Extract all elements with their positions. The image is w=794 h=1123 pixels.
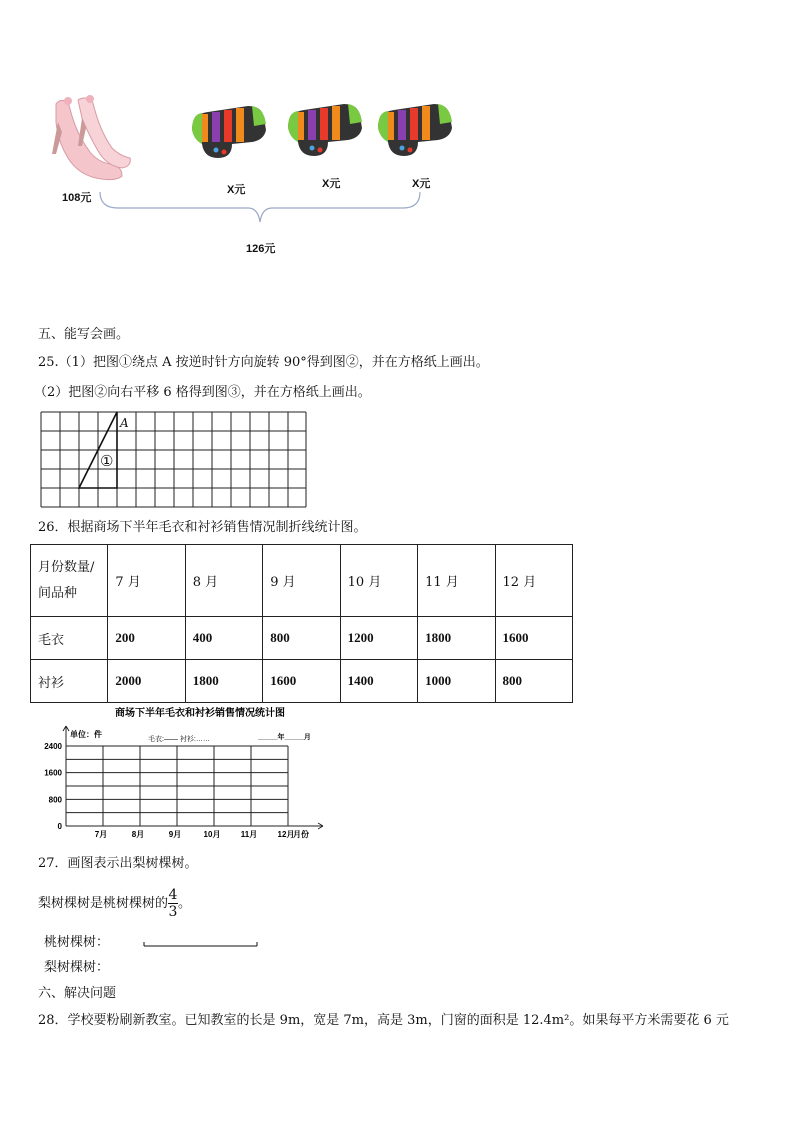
- question-27-text: 27．画图表示出梨树棵树。: [38, 856, 198, 871]
- chart-unit-label: 单位：件: [70, 730, 102, 739]
- month-header: 7 月: [108, 545, 185, 617]
- statement-end: 。: [178, 896, 192, 911]
- row-label: 衬衫: [31, 660, 108, 703]
- table-cell: 400: [185, 617, 262, 660]
- x-tick-label: 8月: [131, 830, 145, 839]
- table-cell: 1400: [340, 660, 417, 703]
- table-cell: 200: [108, 617, 185, 660]
- socks-image-3: [374, 98, 454, 160]
- section-5-title: 五、能写会画。: [38, 327, 130, 342]
- x-tick-label: 7月: [94, 830, 108, 839]
- point-a-label: A: [120, 416, 129, 430]
- question-25-part-1: 25.（1）把图①绕点 A 按逆时针方向旋转 90°得到图②，并在方格纸上画出。: [38, 355, 489, 370]
- table-cell: 800: [263, 617, 340, 660]
- chart-title: 商场下半年毛衣和衬衫销售情况统计图: [115, 708, 285, 719]
- question-26-text: 26．根据商场下半年毛衣和衬衫销售情况制折线统计图。: [38, 520, 367, 535]
- month-header: 10 月: [340, 545, 417, 617]
- x-tick-label: 12月: [277, 830, 295, 839]
- chart-date-blank: _____年_____月: [258, 734, 311, 741]
- table-cell: 1600: [495, 617, 572, 660]
- table-cell: 1600: [263, 660, 340, 703]
- x-axis-label: 月份: [293, 830, 309, 839]
- table-cell: 2000: [108, 660, 185, 703]
- table-cell: 1200: [340, 617, 417, 660]
- peach-tree-segment: [142, 939, 260, 949]
- pear-tree-label: 梨树棵树：: [44, 960, 110, 975]
- y-tick-label: 800: [48, 795, 62, 805]
- shoes-image: [38, 92, 133, 187]
- table-row: [31, 617, 573, 660]
- row-label: 毛衣: [31, 617, 108, 660]
- x-tick-label: 10月: [203, 830, 221, 839]
- socks-image-1: [188, 100, 268, 162]
- fraction-numerator: 4: [168, 887, 178, 903]
- month-header: 9 月: [263, 545, 340, 617]
- peach-tree-label: 桃树棵树：: [44, 935, 110, 950]
- sock-price-label-1: X元: [227, 184, 246, 196]
- table-cell: 1800: [418, 617, 495, 660]
- question-25-part-2: （2）把图②向右平移 6 格得到图③，并在方格纸上画出。: [34, 385, 371, 400]
- sock-price-label-2: X元: [322, 178, 341, 190]
- corner-line-1: 月份数量/: [38, 559, 95, 575]
- question-28-text: 28．学校要粉刷新教室。已知教室的长是 9m，宽是 7m，高是 3m，门窗的面积是 12.4m²。如果每平方米需要花 6 元: [38, 1013, 729, 1028]
- chart-legend: 毛衣:—— 衬衫:……: [148, 736, 210, 743]
- grid-paper: [40, 411, 308, 509]
- section-6-title: 六、解决问题: [38, 986, 117, 1001]
- line-chart: [30, 704, 360, 844]
- month-header: 12 月: [495, 545, 572, 617]
- question-27-statement: [38, 884, 191, 924]
- brace: [98, 190, 423, 230]
- table-header-row: [31, 545, 573, 617]
- month-header: 11 月: [418, 545, 495, 617]
- x-tick-label: 11月: [240, 830, 258, 839]
- table-cell: 800: [495, 660, 572, 703]
- x-tick-label: 9月: [168, 830, 182, 839]
- month-header: 8 月: [185, 545, 262, 617]
- sales-table: [30, 544, 573, 703]
- statement-text: 梨树棵树是桃树棵树的: [38, 896, 169, 911]
- socks-image-2: [284, 98, 364, 160]
- total-price-label: 126元: [246, 243, 276, 255]
- shape-1-label: ①: [100, 452, 114, 470]
- table-cell: 1800: [185, 660, 262, 703]
- y-tick-label: 1600: [44, 768, 62, 778]
- corner-line-2: 间品种: [38, 585, 78, 601]
- table-row: [31, 660, 573, 703]
- shoe-price-label: 108元: [62, 192, 92, 204]
- fraction-denominator: 3: [168, 904, 178, 920]
- y-tick-label: 2400: [44, 742, 62, 751]
- y-tick-label: 0: [57, 822, 62, 831]
- fraction: [168, 887, 178, 920]
- table-cell: 1000: [418, 660, 495, 703]
- sock-price-label-3: X元: [412, 178, 431, 190]
- table-header-corner: [31, 545, 108, 617]
